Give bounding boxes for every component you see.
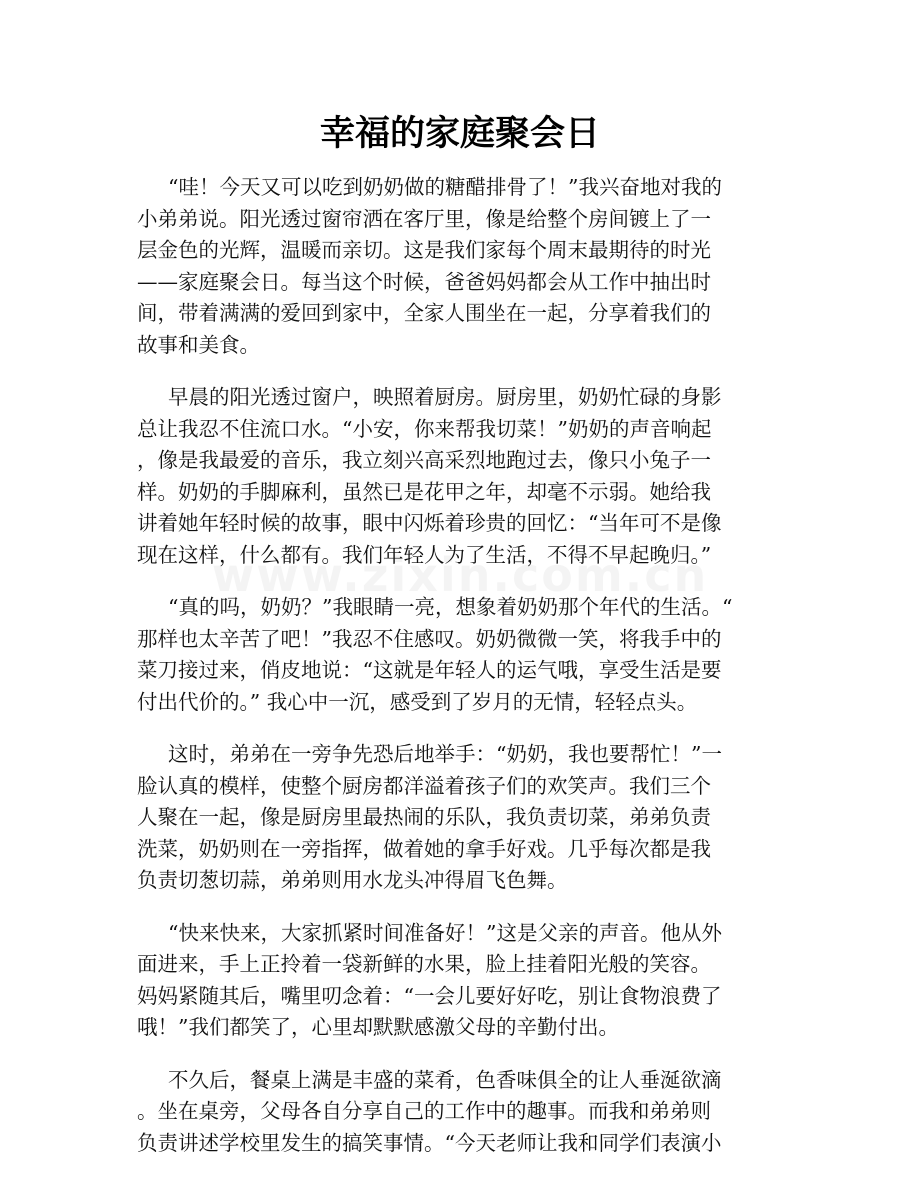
text-line: 面进来，手上正拎着一袋新鲜的水果，脸上挂着阳光般的笑容。 — [137, 952, 711, 976]
paragraph-5 — [137, 918, 782, 1044]
text-line: 负责讲述学校里发生的搞笑事情。“今天老师让我和同学们表演小 — [137, 1130, 722, 1155]
text-line: ，像是我最爱的音乐，我立刻兴高采烈地跑过去，像只小兔子一 — [137, 448, 711, 472]
text-line: 哦！”我们都笑了，心里却默默感激父母的辛勤付出。 — [137, 1015, 619, 1039]
text-line: 洗菜，奶奶则在一旁指挥，做着她的拿手好戏。几乎每次都是我 — [137, 836, 711, 861]
text-line: ——家庭聚会日。每当这个时候，爸爸妈妈都会从工作中抽出时 — [137, 269, 711, 294]
text-line: 现在这样，什么都有。我们年轻人为了生活，不得不早起晚归。” — [137, 542, 712, 567]
text-line: 间，带着满满的爱回到家中，全家人围坐在一起，分享着我们的 — [137, 301, 711, 325]
text-line: 脸认真的模样，使整个厨房都洋溢着孩子们的欢笑声。我们三个 — [137, 773, 711, 798]
text-line: 那样也太辛苦了吧！”我忍不住感叹。奶奶微微一笑，将我手中的 — [137, 626, 722, 651]
text-line: 故事和美食。 — [137, 332, 260, 357]
text-line: 早晨的阳光透过窗户，映照着厨房。厨房里，奶奶忙碌的身影 — [168, 385, 722, 409]
paragraph-3 — [137, 592, 782, 718]
text-line: 总让我忍不住流口水。“小安，你来帮我切菜！”奶奶的声音响起 — [137, 416, 712, 441]
paragraph-6 — [137, 1065, 782, 1160]
text-line: 负责切葱切蒜，弟弟则用水龙头冲得眉飞色舞。 — [137, 868, 568, 892]
text-line: 小弟弟说。阳光透过窗帘洒在客厅里，像是给整个房间镀上了一 — [137, 206, 711, 231]
page-title: 幸福的家庭聚会日 — [319, 114, 600, 154]
article-body — [137, 172, 782, 1180]
text-line: 这时，弟弟在一旁争先恐后地举手：“奶奶，我也要帮忙！”一 — [168, 742, 722, 766]
text-line: “哇！今天又可以吃到奶奶做的糖醋排骨了！”我兴奋地对我的 — [168, 175, 722, 199]
text-line: “快来快来，大家抓紧时间准备好！”这是父亲的声音。他从外 — [168, 920, 722, 945]
text-line: 妈妈紧随其后，嘴里叨念着：“一会儿要好好吃，别让食物浪费了 — [137, 983, 722, 1008]
paragraph-1 — [137, 172, 782, 361]
text-line: 不久后，餐桌上满是丰盛的菜肴，色香味俱全的让人垂涎欲滴 — [168, 1067, 722, 1092]
text-line: 层金色的光辉，温暖而亲切。这是我们家每个周末最期待的时光 — [137, 238, 711, 262]
paragraph-4 — [137, 739, 782, 897]
paragraph-2 — [137, 382, 782, 571]
text-line: “真的吗，奶奶？”我眼睛一亮，想象着奶奶那个年代的生活。“ — [168, 595, 733, 619]
text-line: 付出代价的。” 我心中一沉，感受到了岁月的无情，轻轻点头。 — [137, 689, 698, 714]
text-line: 。坐在桌旁，父母各自分享自己的工作中的趣事。而我和弟弟则 — [137, 1099, 711, 1123]
text-line: 人聚在一起，像是厨房里最热闹的乐队，我负责切菜，弟弟负责 — [137, 805, 711, 829]
text-line: 讲着她年轻时候的故事，眼中闪烁着珍贵的回忆：“当年可不是像 — [137, 511, 722, 535]
text-line: 菜刀接过来，俏皮地说：“这就是年轻人的运气哦，享受生活是要 — [137, 658, 722, 682]
text-line: 样。奶奶的手脚麻利，虽然已是花甲之年，却毫不示弱。她给我 — [137, 479, 711, 504]
